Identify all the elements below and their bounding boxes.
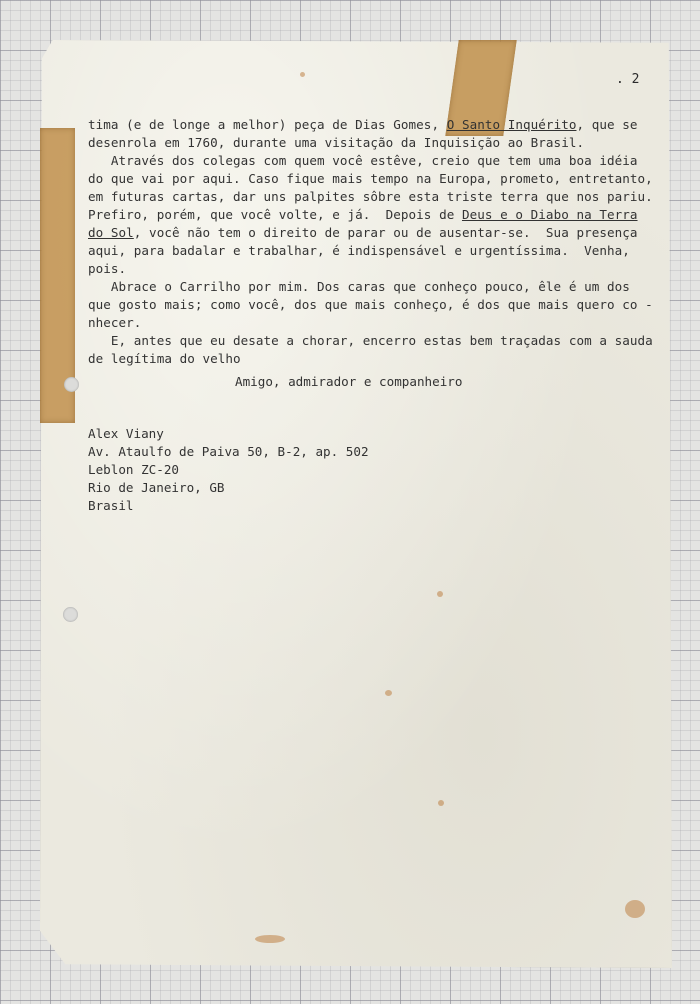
address-city: Rio de Janeiro, GB — [88, 480, 225, 495]
letter-text: em futuras cartas, dar uns palpites sôbre esta triste terra que nos pariu. — [88, 189, 653, 204]
address-country: Brasil — [88, 498, 134, 513]
letter-line — [88, 350, 648, 368]
letter-body — [88, 116, 653, 368]
underlined-title: Deus e o Diabo na Terra — [461, 207, 638, 222]
letter-text: Abrace o Carrilho por mim. Dos caras que conheço pouco, êle é um dos — [88, 279, 630, 294]
letter-text: Através dos colegas com quem você estêve, creio que tem uma boa idéia — [88, 153, 638, 168]
stain — [437, 591, 443, 597]
letter-text: , você não tem o direito de parar ou de ausentar-se. Sua presença — [133, 225, 638, 240]
letter-text: pois. — [88, 261, 127, 276]
letter-text: de legítima do velho — [88, 351, 241, 366]
letter-line — [88, 296, 653, 314]
stain — [385, 690, 392, 696]
letter-text: E, antes que eu desate a chorar, encerro estas bem traçadas com a sauda — [88, 333, 653, 348]
stain — [255, 935, 285, 943]
letter-line — [88, 242, 648, 260]
letter-text: tima (e de longe a melhor) peça de Dias Gomes, — [88, 117, 447, 132]
letter-line — [88, 116, 648, 134]
address-district: Leblon ZC-20 — [88, 462, 179, 477]
stain — [300, 72, 305, 77]
punch-hole — [64, 377, 79, 392]
stain — [625, 900, 645, 918]
letter-line — [88, 206, 648, 224]
underlined-title: do Sol — [88, 225, 134, 240]
letter-text: aqui, para badalar e trabalhar, é indispensável e urgentíssima. Venha, — [88, 243, 630, 258]
punch-hole — [63, 607, 78, 622]
letter-line — [88, 314, 648, 332]
stain — [438, 800, 444, 806]
letter-text: , que se — [576, 117, 638, 132]
letter-text: desenrola em 1760, durante uma visitação da Inquisição ao Brasil. — [88, 135, 585, 150]
page-number: . 2 — [616, 72, 640, 87]
letter-line — [88, 170, 653, 188]
letter-line — [88, 278, 648, 296]
closing-salutation: Amigo, admirador e companheiro — [235, 374, 463, 389]
address-street: Av. Ataulfo de Paiva 50, B-2, ap. 502 — [88, 444, 369, 459]
sender-address — [88, 425, 369, 515]
letter-line — [88, 224, 648, 242]
letter-line — [88, 134, 648, 152]
letter-line — [88, 188, 653, 206]
address-name: Alex Viany — [88, 426, 164, 441]
letter-line — [88, 152, 648, 170]
letter-text: nhecer. — [88, 315, 142, 330]
letter-line — [88, 260, 648, 278]
letter-line — [88, 332, 653, 350]
letter-text: que gosto mais; como você, dos que mais conheço, é dos que mais quero co - — [88, 297, 653, 312]
underlined-title: O Santo Inquérito — [446, 117, 577, 132]
letter-text: do que vai por aqui. Caso fique mais tempo na Europa, prometo, entretanto, — [88, 171, 653, 186]
letter-text: Prefiro, porém, que você volte, e já. Depois de — [88, 207, 462, 222]
